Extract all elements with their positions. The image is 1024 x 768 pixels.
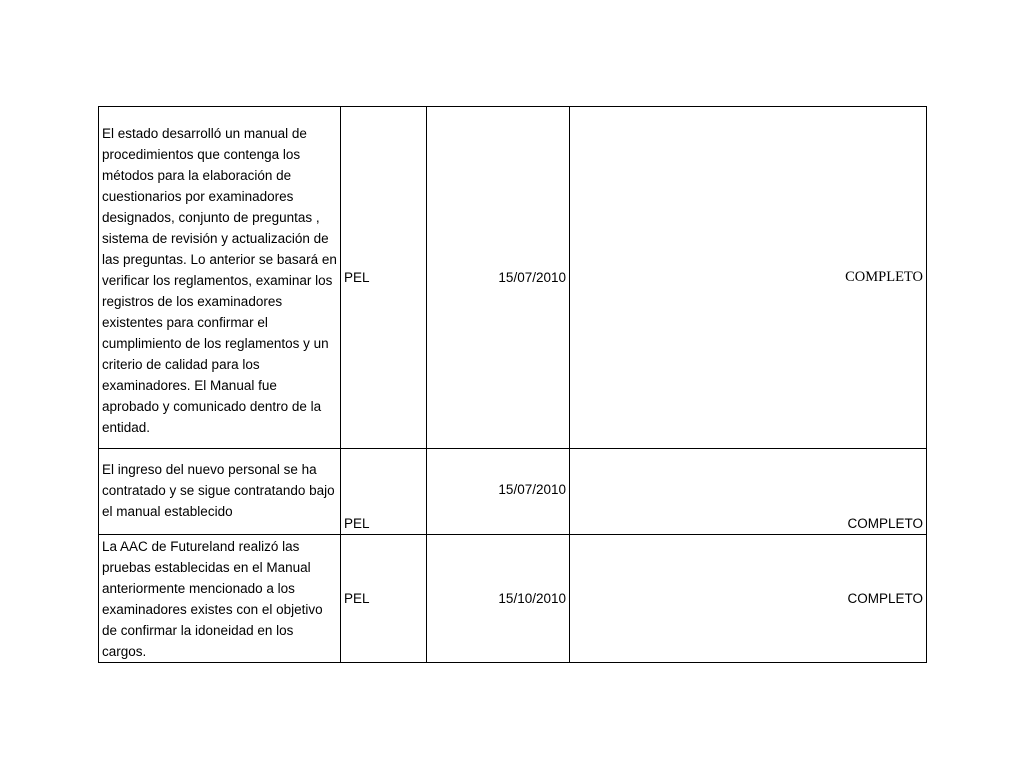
area-cell: PEL [341, 449, 427, 535]
date-cell: 15/07/2010 [427, 107, 570, 449]
status-cell: COMPLETO [570, 449, 927, 535]
table-row [99, 107, 927, 449]
completion-status-table [98, 106, 927, 663]
area-cell: PEL [341, 107, 427, 449]
table-row [99, 535, 927, 663]
status-cell: COMPLETO [570, 535, 927, 663]
status-cell: COMPLETO [570, 107, 927, 449]
description-cell: El ingreso del nuevo personal se ha contratado y se sigue contratando bajo el manual establecido [99, 449, 341, 535]
date-cell: 15/10/2010 [427, 535, 570, 663]
area-cell: PEL [341, 535, 427, 663]
description-cell: El estado desarrolló un manual de procedimientos que contenga los métodos para la elaboración de cuestionarios por examinadores designados, conjunto de preguntas , sistema de revisión y actualización de las preguntas. Lo anterior se basará en verificar los reglamentos, examinar los registros de los examinadores existentes para confirmar el cumplimiento de los reglamentos y un criterio de calidad para los examinadores. El Manual fue aprobado y comunicado dentro de la entidad. [99, 107, 341, 449]
date-cell: 15/07/2010 [427, 449, 570, 535]
description-cell: La AAC de Futureland realizó las pruebas establecidas en el Manual anteriormente mencionado a los examinadores existes con el objetivo de confirmar la idoneidad en los cargos. [99, 535, 341, 663]
table-row [99, 449, 927, 535]
